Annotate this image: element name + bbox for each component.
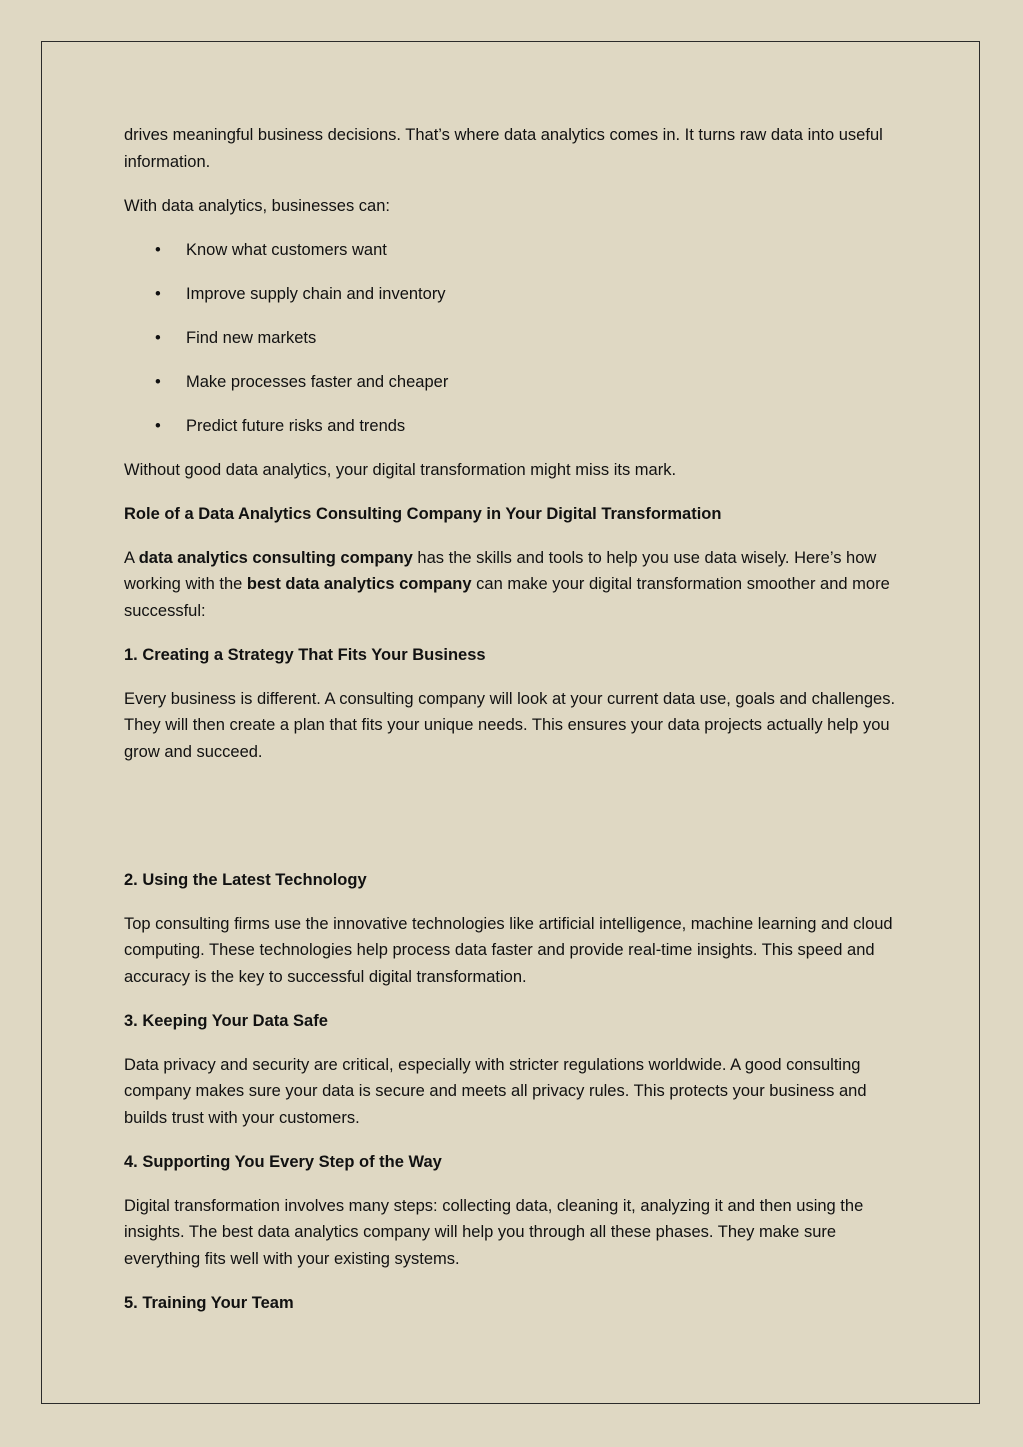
list-item-text: Predict future risks and trends (186, 416, 406, 435)
section-body-support: Digital transformation involves many steps: collecting data, cleaning it, analyzing it and then using the insights. The best data analytics company will help you through all these phases. They make sure everything fits well with your existing systems. (124, 1196, 864, 1268)
list-item-text: Improve supply chain and inventory (186, 284, 446, 303)
bullet-icon: • (155, 284, 161, 303)
list-lead-in: With data analytics, businesses can: (124, 196, 390, 215)
list-item (124, 413, 904, 440)
list-item-text: Find new markets (186, 328, 317, 347)
role-bold-consulting-company: data analytics consulting company (138, 548, 413, 567)
role-paragraph (124, 545, 904, 625)
document-body (124, 122, 904, 1334)
bullet-icon: • (155, 372, 161, 391)
list-item (124, 281, 904, 308)
section-heading-role: Role of a Data Analytics Consulting Company in Your Digital Transformation (124, 504, 722, 523)
section-heading-support: 4. Supporting You Every Step of the Way (124, 1152, 442, 1171)
bullet-icon: • (155, 240, 161, 259)
role-bold-best-company: best data analytics company (246, 575, 472, 593)
list-item-text: Know what customers want (186, 240, 387, 259)
section-heading-strategy: 1. Creating a Strategy That Fits Your Business (124, 645, 486, 664)
section-heading-data-safe: 3. Keeping Your Data Safe (124, 1011, 328, 1030)
section-heading-training: 5. Training Your Team (124, 1293, 294, 1312)
intro-paragraph: drives meaningful business decisions. That’s where data analytics comes in. It turns raw data into useful information. (124, 126, 883, 171)
list-item (124, 237, 904, 264)
section-body-strategy: Every business is different. A consulting company will look at your current data use, goals and challenges. They will then create a plan that fits your unique needs. This ensures your data projects actually help you grow and succeed. (124, 689, 896, 761)
benefits-list (124, 237, 904, 440)
bullet-icon: • (155, 416, 161, 435)
list-item (124, 369, 904, 396)
role-text-2: has the skills and tools to help you use data wisely. Here’s how working with the (124, 548, 877, 593)
list-item (124, 325, 904, 352)
section-body-technology: Top consulting firms use the innovative technologies like artificial intelligence, machine learning and cloud computing. These technologies help process data faster and provide real-time insights. This speed and accuracy is the key to successful digital transformation. (124, 914, 893, 986)
role-text-3: can make your digital transformation smoother and more successful: (124, 575, 890, 620)
list-item-text: Make processes faster and cheaper (186, 372, 449, 391)
section-heading-technology: 2. Using the Latest Technology (124, 870, 367, 889)
bullet-icon: • (155, 328, 161, 347)
blank-space (124, 783, 904, 867)
role-text-1: A (124, 548, 139, 567)
section-body-data-safe: Data privacy and security are critical, especially with stricter regulations worldwide. A good consulting company makes sure your data is secure and meets all privacy rules. This protects your business and builds trust with your customers. (124, 1055, 867, 1127)
closing-paragraph: Without good data analytics, your digital transformation might miss its mark. (124, 460, 677, 479)
